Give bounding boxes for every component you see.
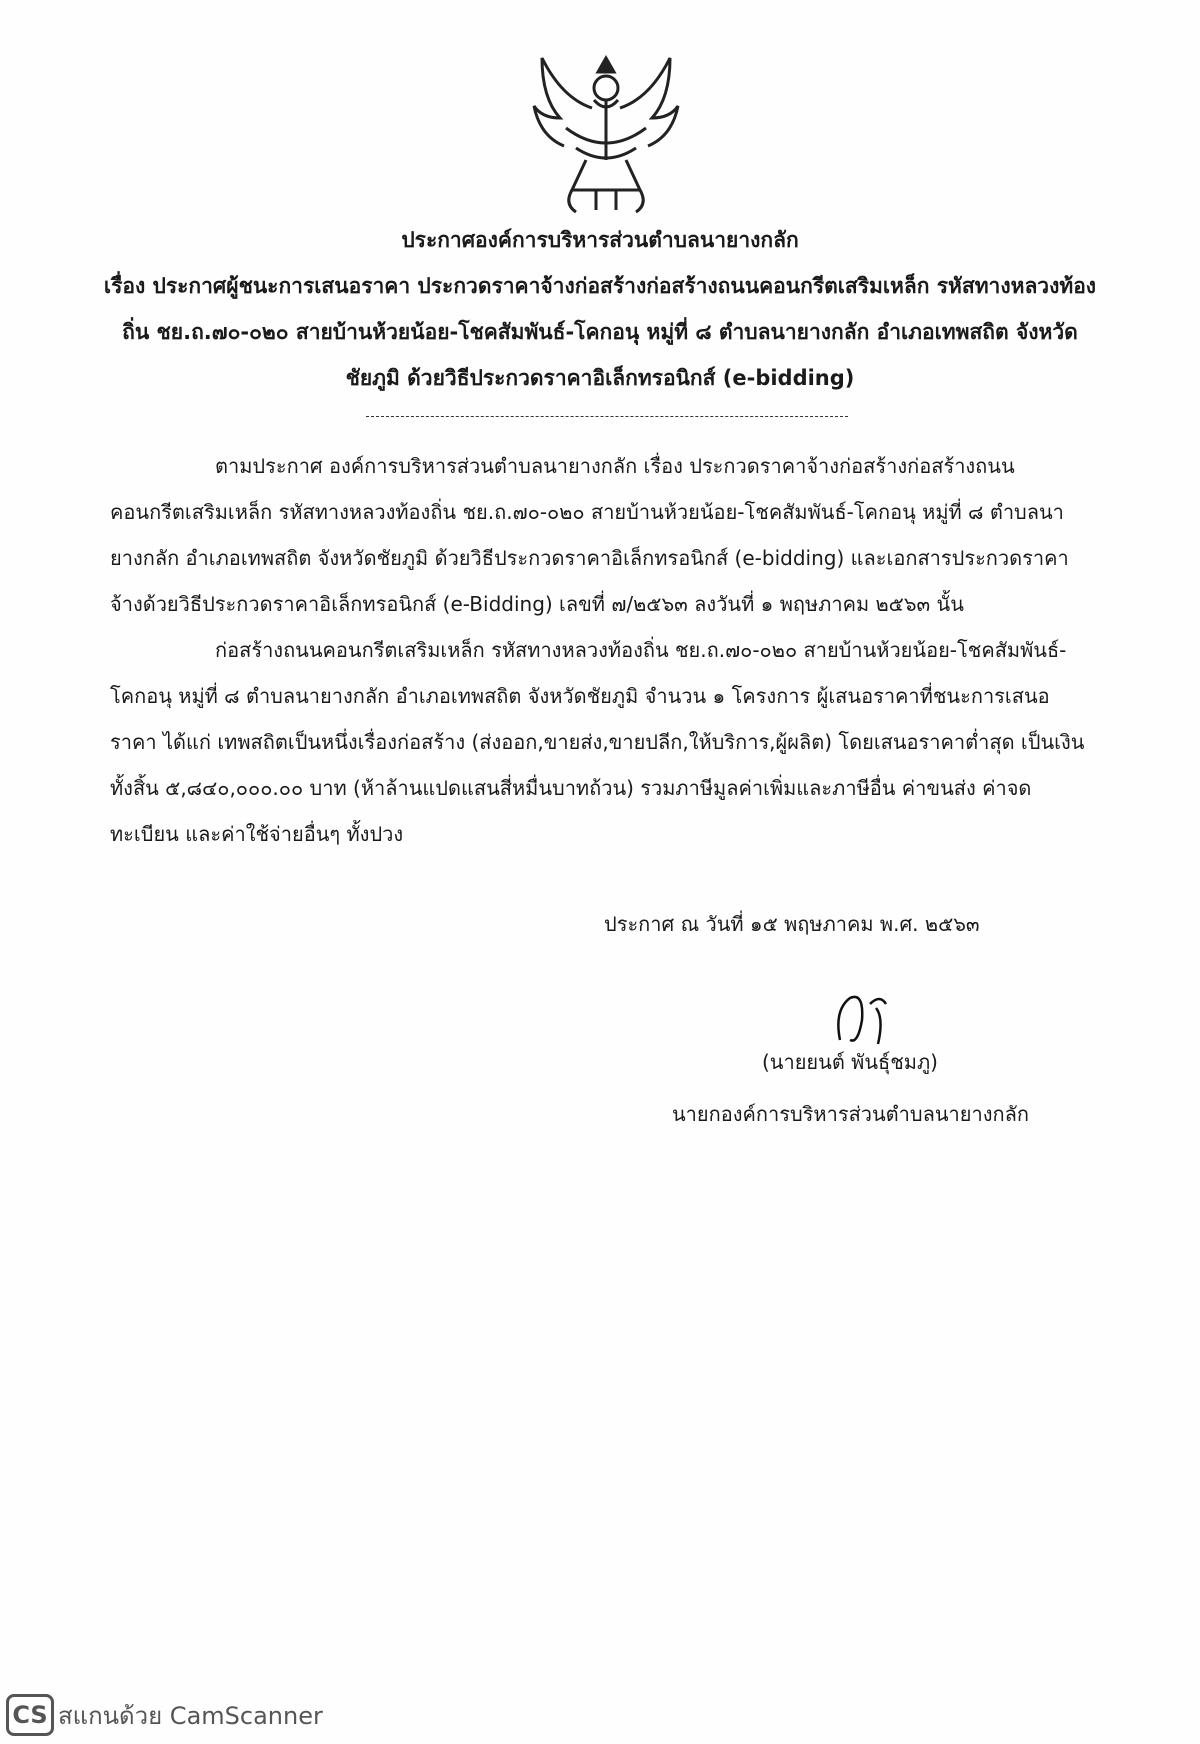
paragraph-1-line: ยางกลัก อำเภอเทพสถิต จังหวัดชัยภูมิ ด้วยวิธีประกวดราคาอิเล็กทรอนิกส์ (e-bidding) และเอกสารประกวดราคา — [110, 546, 1069, 570]
paragraph-2-line: ราคา ได้แก่ เทพสถิตเป็นหนึ่งเรื่องก่อสร้าง (ส่งออก,ขายส่ง,ขายปลีก,ให้บริการ,ผู้ผลิต) โดยเสนอราคาต่ำสุด เป็นเงิน — [110, 730, 1085, 754]
paragraph-2-line: ก่อสร้างถนนคอนกรีตเสริมเหล็ก รหัสทางหลวงท้องถิ่น ชย.ถ.๗๐-๐๒๐ สายบ้านห้วยน้อย-โชคสัมพันธ์- — [215, 638, 1067, 662]
announcement-title: ประกาศองค์การบริหารส่วนตำบลนายางกลัก — [401, 228, 799, 252]
paragraph-2-line: โคกอนุ หมู่ที่ ๘ ตำบลนายางกลัก อำเภอเทพสถิต จังหวัดชัยภูมิ จำนวน ๑ โครงการ ผู้เสนอราคาที่ชนะการเสนอ — [110, 684, 1050, 708]
paragraph-2-line: ทั้งสิ้น ๕,๘๔๐,๐๐๐.๐๐ บาท (ห้าล้านแปดแสนสี่หมื่นบาทถ้วน) รวมภาษีมูลค่าเพิ่มและภาษีอื่น ค่าขนส่ง ค่าจด — [110, 776, 1032, 800]
paragraph-1-line: จ้างด้วยวิธีประกวดราคาอิเล็กทรอนิกส์ (e-Bidding) เลขที่ ๗/๒๕๖๓ ลงวันที่ ๑ พฤษภาคม ๒๕๖๓ นั้น — [110, 592, 964, 616]
paragraph-2-line: ทะเบียน และค่าใช้จ่ายอื่นๆ ทั้งปวง — [110, 822, 404, 846]
camscanner-watermark — [6, 1694, 323, 1736]
signer-name: (นายยนต์ พันธุ์ชมภู) — [762, 1050, 938, 1074]
signer-position: นายกองค์การบริหารส่วนตำบลนายางกลัก — [672, 1102, 1029, 1126]
paragraph-1-line: คอนกรีตเสริมเหล็ก รหัสทางหลวงท้องถิ่น ชย.ถ.๗๐-๐๒๐ สายบ้านห้วยน้อย-โชคสัมพันธ์-โคกอนุ หมู่ที่ ๘ ตำบลนา — [110, 500, 1064, 524]
garuda-emblem-icon — [526, 48, 686, 218]
camscanner-logo: CS — [6, 1694, 54, 1736]
separator-line — [366, 416, 848, 417]
subject-line-2: ถิ่น ชย.ถ.๗๐-๐๒๐ สายบ้านห้วยน้อย-โชคสัมพันธ์-โคกอนุ หมู่ที่ ๘ ตำบลนายางกลัก อำเภอเทพสถิต จังหวัด — [122, 320, 1078, 344]
subject-line-3: ชัยภูมิ ด้วยวิธีประกวดราคาอิเล็กทรอนิกส์ (e-bidding) — [345, 366, 855, 390]
announcement-date: ประกาศ ณ วันที่ ๑๕ พฤษภาคม พ.ศ. ๒๕๖๓ — [604, 912, 980, 936]
watermark-text: สแกนด้วย CamScanner — [58, 1701, 323, 1730]
subject-line-1: เรื่อง ประกาศผู้ชนะการเสนอราคา ประกวดราคาจ้างก่อสร้างก่อสร้างถนนคอนกรีตเสริมเหล็ก รหัสทางหลวงท้อง — [103, 274, 1097, 298]
paragraph-1-line: ตามประกาศ องค์การบริหารส่วนตำบลนายางกลัก เรื่อง ประกวดราคาจ้างก่อสร้างก่อสร้างถนน — [215, 454, 1015, 478]
handwritten-signature — [830, 990, 910, 1050]
